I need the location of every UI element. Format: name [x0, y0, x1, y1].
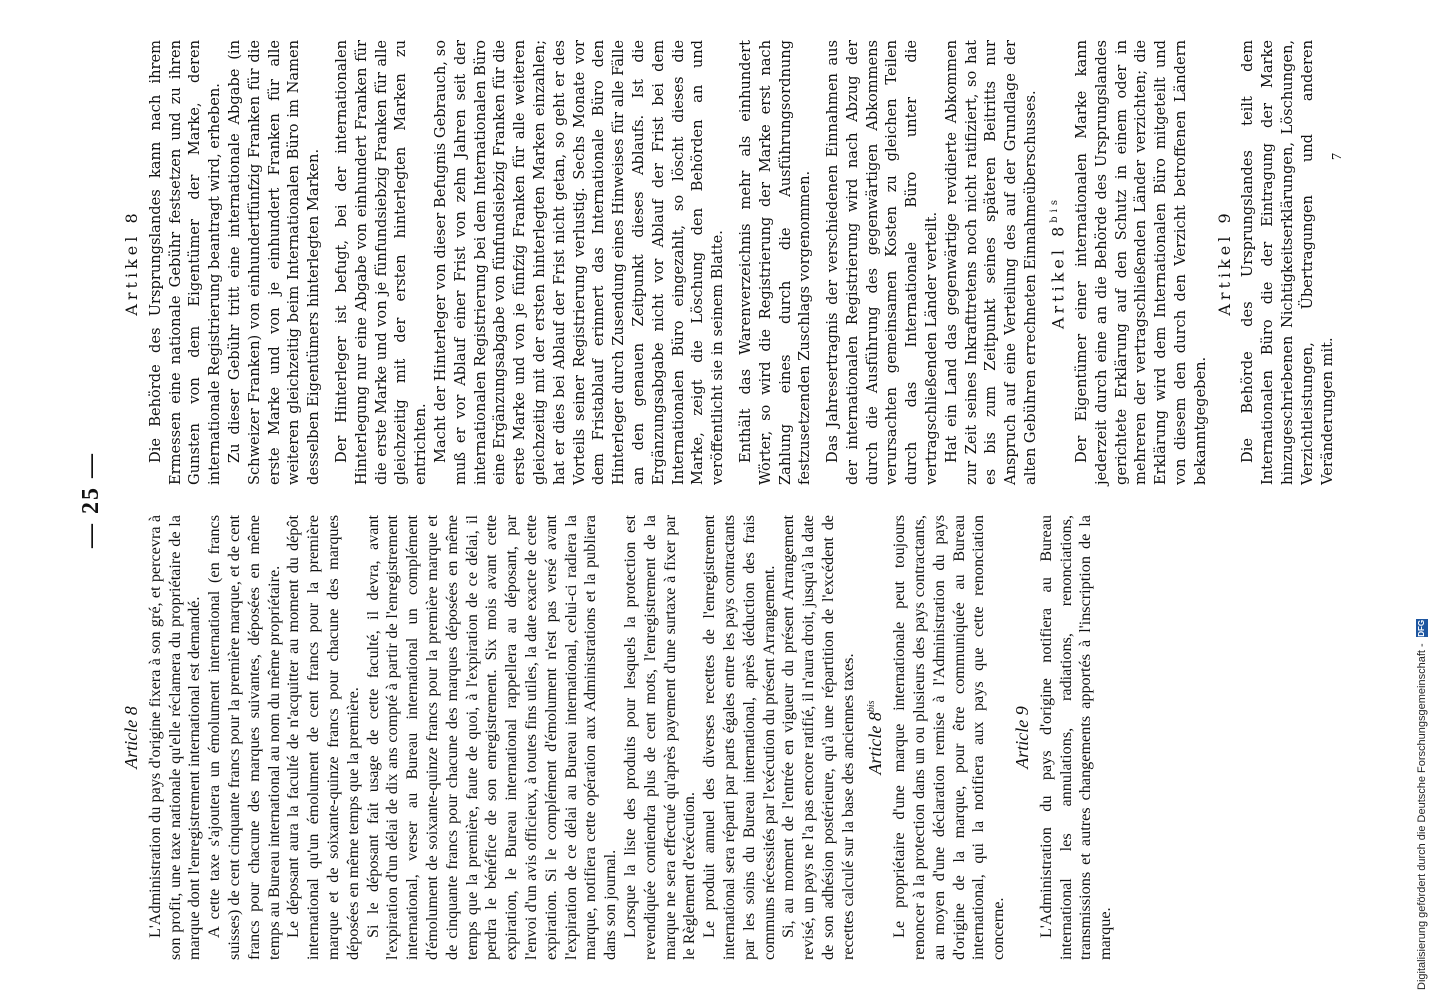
- article-8bis-heading-de: [1045, 40, 1068, 485]
- digitization-credit: [1416, 0, 1434, 1000]
- heading-text: Article 8: [865, 712, 886, 775]
- paragraph: Hat ein Land das gegenwärtige revidierte Abkommen zur Zeit seines Inkrafttretens noch nicht ratifiziert, so hat es bis zum Zeitpunkt seines späteren Beitritts nur Anspruch auf eine Verteilung des auf der Grundlage der alten Gebühren errechneten Einnahmeüberschusses.: [942, 40, 1040, 485]
- paragraph: Der Hinterleger ist befugt, bei der internationalen Hinterlegung nur eine Abgabe von einhundert Franken für die erste Marke und von je fünfundsiebzig Franken für alle gleichzeitig mit der ersten hinterlegten Marken zu entrichten.: [332, 40, 430, 485]
- paragraph: Der Eigentümer einer internationalen Marke kann jederzeit durch eine an die Behörde des Ursprungslandes gerichtete Erklärung auf den Schutz in einem oder in mehreren der vertragschließenden Länder verzichten; die Erklärung wird dem Internationalen Büro mitgeteilt und von diesem den durch den Verzicht betroffenen Ländern bekanntgegeben.: [1072, 40, 1209, 485]
- paragraph: Zu dieser Gebühr tritt eine internationale Abgabe (in Schweizer Franken) von einhundertfünfzig Franken für die erste Marke und von je einhundert Franken für alle weiteren gleichzeitig beim Internationalen Büro im Namen desselben Eigentümers hinterlegten Marken.: [225, 40, 323, 485]
- paragraph: Le produit annuel des diverses recettes de l'enregistrement international sera réparti par parts égales entre les pays contractants par les soins du Bureau international, après déduction des frais communs nécessités par l'exécution du présent Arrangement.: [700, 515, 778, 960]
- dfg-logo: DFG: [1417, 619, 1426, 637]
- paragraph: Si, au moment de l'entrée en vigueur du présent Arrangement revisé, un pays ne l'a pas encore ratifié, il n'aura droit, jusqu'à la date de son adhésion postérieure, qu'à une répartition de l'excédent de recettes calculé sur la base des anciennes taxes.: [779, 515, 857, 960]
- paragraph: Le propriétaire d'une marque internationale peut toujours renoncer à la protection dans un ou plusieurs des pays contractants, au moyen d'une déclaration remise à l'Administration du pays d'origine de la marque, pour être communiquée au Bureau international, qui la notifiera aux pays que cette renonciation concerne.: [890, 515, 1008, 960]
- paragraph: Si le déposant fait usage de cette faculté, il devra, avant l'expiration d'un délai de dix ans compté à partir de l'enregistrement international, verser au Bureau international un complément d'émolument de soixante-quinze francs pour la première marque et de cinquante francs pour chacune des marques déposées en même temps que la première, faute de quoi, à l'expiration de ce délai, il perdra le bénéfice de son enregistrement. Six mois avant cette expiration, le Bureau international rappellera au déposant, par l'envoi d'un avis officieux, à toutes fins utiles, la date exacte de cette expiration. Si le complément d'émolument n'est pas versé avant l'expiration de ce délai au Bureau international, celui-ci radiera la marque, notifiera cette opération aux Administrations et la publiera dans son journal.: [363, 515, 620, 960]
- heading-suffix: bis: [1048, 195, 1060, 223]
- rotated-document-page: [70, 0, 1360, 1000]
- signature-number: 7: [1330, 153, 1345, 160]
- paragraph: Enthält das Warenverzeichnis mehr als einhundert Wörter, so wird die Registrierung der Marke erst nach Zahlung eines durch die Ausführungsordnung festzusetzenden Zuschlags vorgenommen.: [736, 40, 814, 485]
- paragraph: L'Administration du pays d'origine notifiera au Bureau international les annulations, radiations, renonciations, transmissions et autres changements apportés à l'inscription de la marque.: [1036, 515, 1115, 960]
- paragraph: Macht der Hinterleger von dieser Befugnis Gebrauch, so muß er vor Ablauf einer Frist von zehn Jahren seit der internationalen Registrierung bei dem Internationalen Büro eine Ergänzungsabgabe von fünfundsiebzig Franken für die erste Marke und von je fünfzig Franken für alle weiteren gleichzeitig mit der ersten hinterlegten Marken einzahlen; hat er dies bei Ablauf der Frist nicht getan, so geht er des Vorteils seiner Registrierung verlustig. Sechs Monate vor dem Fristablauf erinnert das Internationale Büro den Hinterleger durch Zusendung eines Hinweises für alle Fälle an den genauen Zeitpunkt dieses Ablaufs. Ist die Ergänzungsabgabe nicht vor Ablauf der Frist bei dem Internationalen Büro eingezahlt, so löscht dieses die Marke, zeigt die Löschung den Behörden an und veröffentlicht sie in seinem Blatte.: [431, 40, 727, 485]
- paragraph: Le déposant aura la faculté de n'acquitter au moment du dépôt international qu'un émolument de cent francs pour la première marque et de soixante-quinze francs pour chacune des marques déposées en même temps que la première.: [284, 515, 362, 960]
- paragraph: A cette taxe s'ajoutera un émolument international (en francs suisses) de cent cinquante francs pour la première marque, et de cent francs pour chacune des marques suivantes, déposées en même temps au Bureau international au nom du même propriétaire.: [205, 515, 283, 960]
- paragraph: Die Behörde des Ursprungslandes teilt dem Internationalen Büro die der Eintragung der Marke hinzugeschriebenen Nichtigkeitserklärungen, Löschungen, Verzichtleistungen, Übertragungen und anderen Veränderungen mit.: [1239, 40, 1336, 485]
- heading-text: Artikel 8: [1048, 222, 1068, 330]
- french-column: [118, 515, 1116, 960]
- article-9-heading-de: Artikel 9: [1214, 209, 1234, 316]
- article-8bis-heading-fr: [862, 515, 886, 960]
- article-9-heading-fr: Article 9: [1012, 706, 1033, 769]
- paragraph: Lorsque la liste des produits pour lesquels la protection est revendiquée contiendra plus de cent mots, l'enregistrement de la marque ne sera effectué qu'après payement d'une surtaxe à fixer par le Règlement d'exécution.: [620, 515, 699, 960]
- paragraph: L'Administration du pays d'origine fixera à son gré, et percevra à son profit, une taxe nationale qu'elle réclamera du propriétaire de la marque dont l'enregistrement international est demandé.: [145, 515, 204, 960]
- page-number: — 25 —: [78, 452, 104, 548]
- credit-text: Digitalisierung gefördert durch die Deutsche Forschungsgemeinschaft -: [1416, 643, 1428, 990]
- paragraph: Das Jahresertragnis der verschiedenen Einnahmen aus der internationalen Registrierung wird nach Abzug der durch die Ausführung des gegenwärtigen Abkommens verursachten gemeinsamen Kosten zu gleichen Teilen durch das Internationale Büro unter die vertragschließenden Länder verteilt.: [824, 40, 941, 485]
- article-8-heading-de: Artikel 8: [122, 209, 141, 316]
- paragraph: Die Behörde des Ursprungslandes kann nach ihrem Ermessen eine nationale Gebühr festsetzen und zu ihren Gunsten von dem Eigentümer der Marke, deren internationale Registrierung beantragt wird, erheben.: [146, 40, 224, 485]
- german-column: [118, 40, 1337, 485]
- heading-suffix: bis: [866, 700, 878, 713]
- article-8-heading-fr: Article 8: [121, 706, 141, 769]
